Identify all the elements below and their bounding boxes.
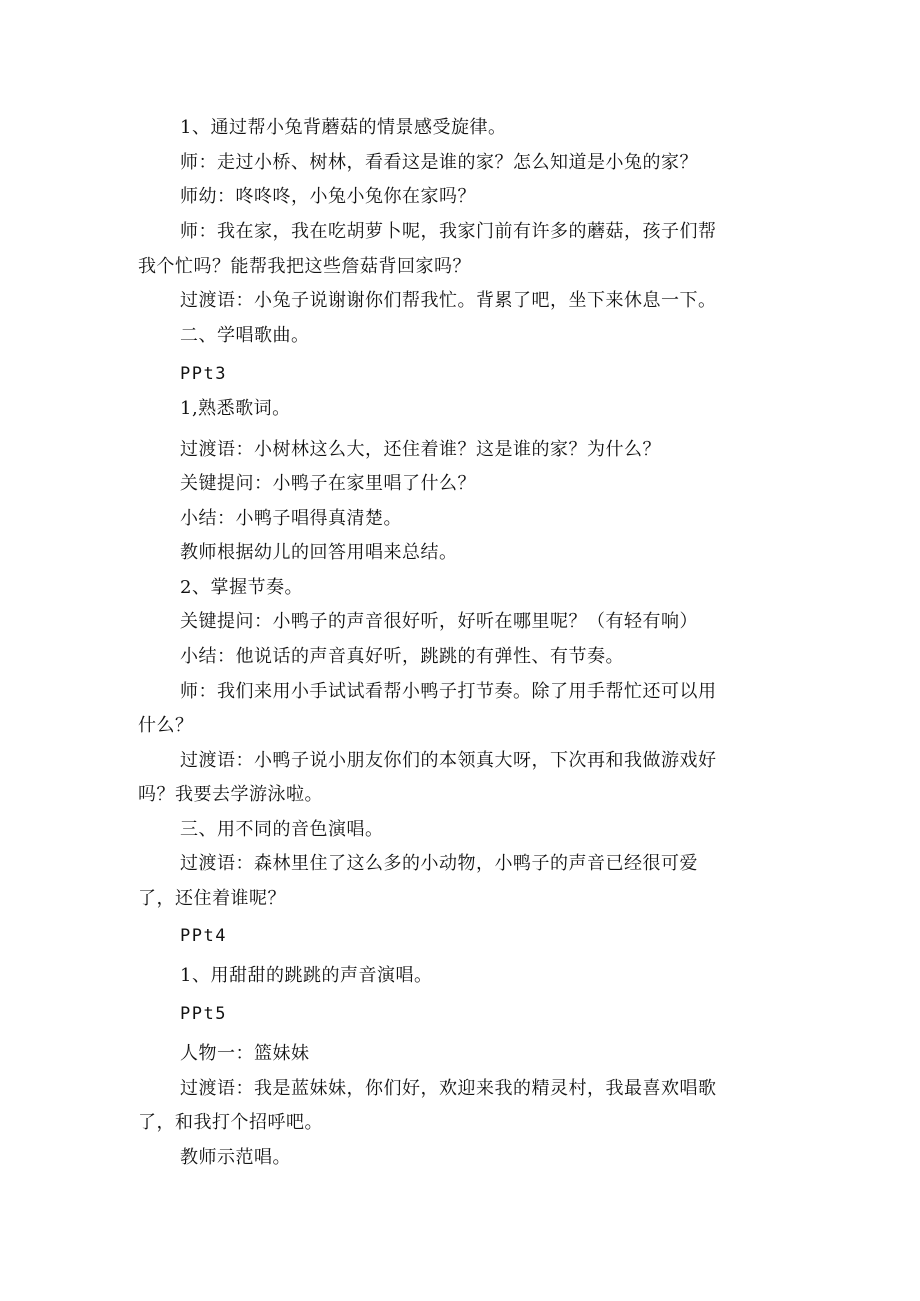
text-line: 关键提问：小鸭子的声音很好听，好听在哪里呢？（有轻有响） bbox=[180, 611, 698, 632]
slide-label: PPt3 bbox=[180, 364, 227, 384]
text-line: 师：我们来用小手试试看帮小鸭子打节奏。除了用手帮忙还可以用 bbox=[180, 681, 717, 702]
text-line: 过渡语：我是蓝妹妹，你们好，欢迎来我的精灵村，我最喜欢唱歌 bbox=[180, 1078, 717, 1099]
text-line: 什么？ bbox=[138, 715, 194, 736]
text-line: 我个忙吗？能帮我把这些詹菇背回家吗？ bbox=[138, 256, 471, 277]
text-line: 小结：他说话的声音真好听，跳跳的有弹性、有节奏。 bbox=[180, 646, 624, 667]
text-line: 1,熟悉歌词。 bbox=[180, 398, 291, 419]
text-line: 教师根据幼儿的回答用唱来总结。 bbox=[180, 542, 458, 563]
text-line: 人物一：篮妹妹 bbox=[180, 1043, 310, 1064]
text-line: 教师示范唱。 bbox=[180, 1147, 291, 1168]
text-line: 了，和我打个招呼吧。 bbox=[138, 1112, 323, 1133]
text-line: 关键提问：小鸭子在家里唱了什么？ bbox=[180, 473, 476, 494]
section-heading: 三、用不同的音色演唱。 bbox=[180, 819, 384, 840]
text-line: 师：走过小桥、树林，看看这是谁的家？怎么知道是小兔的家？ bbox=[180, 152, 698, 173]
slide-label: PPt4 bbox=[180, 926, 227, 946]
text-line: 1、用甜甜的跳跳的声音演唱。 bbox=[180, 965, 433, 986]
slide-label: PPt5 bbox=[180, 1004, 227, 1024]
text-line: 过渡语：小兔子说谢谢你们帮我忙。背累了吧，坐下来休息一下。 bbox=[180, 290, 717, 311]
text-line: 吗？我要去学游泳啦。 bbox=[138, 784, 323, 805]
text-line: 师：我在家，我在吃胡萝卜呢，我家门前有许多的蘑菇，孩子们帮 bbox=[180, 221, 717, 242]
text-line: 过渡语：小树林这么大，还住着谁？这是谁的家？为什么？ bbox=[180, 439, 661, 460]
text-line: 师幼：咚咚咚，小兔小兔你在家吗？ bbox=[180, 186, 476, 207]
text-line: 小结：小鸭子唱得真清楚。 bbox=[180, 508, 402, 529]
text-line: 过渡语：森林里住了这么多的小动物，小鸭子的声音已经很可爱 bbox=[180, 853, 698, 874]
section-heading: 二、学唱歌曲。 bbox=[180, 325, 310, 346]
text-line: 过渡语：小鸭子说小朋友你们的本领真大呀，下次再和我做游戏好 bbox=[180, 750, 717, 771]
text-line: 1、通过帮小兔背蘑菇的情景感受旋律。 bbox=[180, 117, 507, 138]
text-line: 2、掌握节奏。 bbox=[180, 577, 303, 598]
text-line: 了，还住着谁呢？ bbox=[138, 888, 286, 909]
